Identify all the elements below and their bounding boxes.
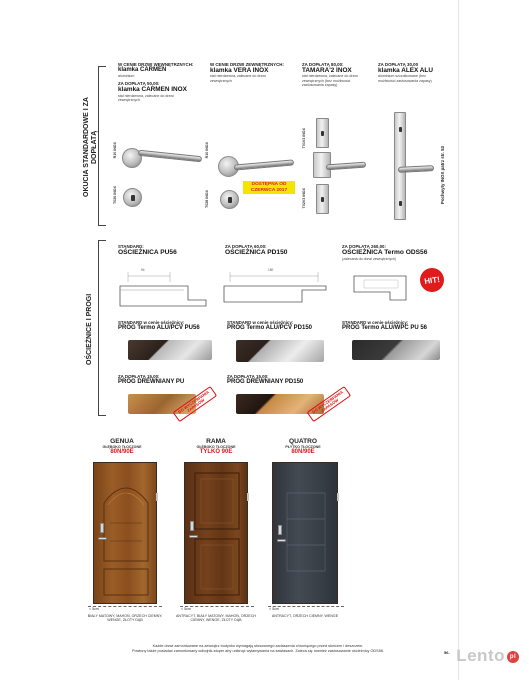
threshold-wood-pu-stamp: DO WYCZERPANIA ZAPASÓW [173,386,218,423]
door-genua-name: GENUA [110,438,134,445]
frames-section-label: OŚCIEŻNICE I PROGI [86,293,93,365]
door-rama-header [176,438,256,455]
door-genua-gap: < 5cm [89,607,99,611]
tamara-lever [326,162,366,171]
door-quatro-lock [278,525,282,535]
door-quatro-sub: PŁYTKO TŁOCZONE [285,445,321,449]
alex-price-line: ZA DOPŁATĄ 30,00 [378,62,419,67]
tamara-text [302,62,374,87]
carmen-text [118,62,204,102]
door-genua-gap-line [88,606,162,607]
vera-tag-t028: T028 INOX [205,190,209,208]
frame-pu56-dimension: 94 [141,268,145,272]
threshold-wood-pu-name: PRÓG DREWNIANY PU [118,379,185,386]
door-quatro-name: QUATRO [288,438,318,445]
tamara-name: TAMARA'2 INOX [302,67,352,75]
door-genua-header [82,438,162,455]
carmen-upgrade-note: stal nierdzewna, zalecane do drzwi zewnętrznych [118,93,174,102]
footer-line-1: Każde drzwi zamontowane na zewnątrz budynku wymagają stosownego zadaszenia chroniącego przed słońcem i deszczem. [152,644,364,648]
hit-badge: HIT! [418,266,445,293]
page-number: 56. [444,650,450,655]
alex-name: klamka ALEX ALU [378,67,433,75]
frame-pu56-profile-drawing [118,266,212,310]
carmen-price-line: W CENIE DRZWI WEWNĘTRZNYCH: [118,62,194,67]
threshold-wood-pu-text [118,374,218,386]
threshold-wood-pd150-text [227,374,337,386]
frame-pd150-name: OŚCIEŻNICA PD150 [225,249,288,257]
frame-pu56-price: STANDARD: [118,244,144,249]
threshold-wood-pd150-price: ZA DOPŁATĄ 15,00: [227,374,269,379]
door-quatro-hinge [337,493,339,501]
threshold-pu56-name: PRÓG Termo ALU/PCV PU56 [118,325,200,332]
door-rama-sub: GŁĘBOKO TŁOCZONE [196,445,236,449]
carmen-upgrade-price: ZA DOPŁATĄ 50,00: [118,81,160,87]
alex-side-note: Pochwyty INOX patrz str. 53 [440,146,445,205]
door-rama-panel-pattern [185,463,249,605]
vera-tag-r10: R10 INOX [205,142,209,159]
frame-ods56-profile-drawing [350,270,414,304]
tamara-price-line: ZA DOPŁATĄ 80,00: [302,62,344,67]
door-quatro-panel-pattern [273,463,339,605]
threshold-wood-pu-price: ZA DOPŁATĄ 15,00: [118,374,160,379]
door-quatro-price: 80N/90E [291,449,315,455]
door-rama-colors: ANTRACYT, BIAŁY MATOWY, MAHOŃ, ORZECH CIEMNY, WENGE, ZŁOTY DĄB [176,614,257,623]
door-genua-hinge [156,493,158,501]
door-genua-sub: GŁĘBOKO TŁOCZONE [102,445,142,449]
footer-note [68,644,448,654]
vera-lever [234,159,294,170]
frame-pd150-price: ZA DOPŁATĄ 60,00: [225,244,267,249]
carmen-tag-r10: R10 INOX [113,142,117,159]
door-rama-handle [189,535,198,538]
vera-note: stal nierdzewna, zalecane do drzwi zewnętrznych [210,74,266,83]
alex-note: aluminium szczotkowane (bez możliwości zastosowania zapasy) [378,74,432,83]
door-genua-panel-pattern [94,463,158,605]
watermark-country-icon: pl [507,651,519,663]
threshold-pu56-image [128,340,212,360]
carmen-tag-t026: T026 INOX [113,186,117,204]
watermark-brand: Lento [456,646,505,665]
door-rama-name: RAMA [206,438,226,445]
door-quatro-gap-line [268,606,344,607]
carmen-material: aluminium [118,73,135,78]
carmen-name: klamka CARMEN [118,67,167,74]
door-genua-colors: BIAŁY MATOWY, MAHOŃ, ORZECH CIEMNY, WENGE, ZŁOTY DĄB [87,614,163,623]
door-genua-lock [100,523,104,533]
vera-text [210,62,296,83]
tamara-plate-top [316,118,329,148]
door-rama-lock [190,521,194,531]
threshold-wood-pd150-stamp: DO WYCZERPANIA ZAPASÓW [307,386,352,423]
carmen-upgrade-name: klamka CARMEN INOX [118,86,187,94]
footer-line-2 [68,649,448,654]
carmen-rosette-bottom [123,188,142,207]
tamara-plate-bottom [316,184,329,214]
threshold-pu56-price: STANDARD w cenie ościeżnicy: [118,320,185,325]
alex-lever [398,165,434,173]
door-rama-gap: < 5cm [181,607,191,611]
door-genua-price: 80N/90E [110,449,134,455]
alex-text [378,62,452,83]
door-rama-price: TYLKO 90E [199,449,233,455]
frame-ods56-note: (zalecana do drzwi zewnętrznych) [342,256,397,261]
threshold-pu56-text [118,320,224,332]
threshold-pd150-text [227,320,337,332]
tamara-tag-2: T02V3 INOX [302,188,306,209]
carmen-lever [138,150,202,163]
frame-ods56-text [342,244,452,261]
door-quatro-gap: < 5cm [269,607,279,611]
threshold-wpc-name: PRÓG Termo ALU/WPC PU 56 [342,325,428,332]
vera-price-line: W CENIE DRZWI ZEWNĘTRZNYCH: [210,62,284,67]
threshold-wpc-text [342,320,456,332]
door-quatro-handle [277,539,286,542]
hardware-section-label: OKUCIA STANDARDOWE I ZA DOPŁATĄ [83,97,99,197]
frame-pd150-dimension: 150 [268,268,274,272]
frame-ods56-price: ZA DOPŁATĄ 260,00: [342,244,386,249]
door-quatro-header [263,438,343,455]
tamara-tag-1: T01V3 INOX [302,128,306,149]
door-genua-handle [98,537,107,540]
frame-pu56-name: OŚCIEŻNICA PU56 [118,249,177,257]
door-quatro-image [272,462,338,604]
tamara-note: stal nierdzewna, zalecane do drzwi zewnętrznych (bez możliwości zastosowania zapasy) [302,74,358,87]
threshold-pd150-image [236,340,324,362]
lento-watermark [456,646,519,666]
vera-name: klamka VERA INOX [210,67,269,75]
vera-availability-badge: DOSTĘPNA OD CZERWCA 2017 [243,181,295,194]
door-rama-image [184,462,248,604]
threshold-wood-pd150-name: PRÓG DREWNIANY PD150 [227,379,304,386]
threshold-pd150-price: STANDARD w cenie ościeżnicy: [227,320,294,325]
frame-ods56-name: OŚCIEŻNICA Termo ODS56 [342,249,428,257]
footer-line-2-text: Powinny także posiadać zamontowany odbojnik-stoper aby uniknąć wyłamywania na zawiasach. Zaleca się również zastosowanie ościeżnicy ODS56. [132,649,384,654]
threshold-wpc-price: STANDARD w cenie ościeżnicy: [342,320,409,325]
frame-pd150-text [225,244,325,257]
door-rama-hinge [247,493,249,501]
frame-pu56-text [118,244,214,257]
page-edge-line [458,0,459,680]
threshold-wpc-image [352,340,440,360]
threshold-pd150-name: PRÓG Termo ALU/PCV PD150 [227,325,313,332]
door-genua-image [93,462,157,604]
frame-pd150-profile-drawing [222,266,328,310]
vera-rosette-bottom [220,190,239,209]
door-rama-gap-line [180,606,254,607]
door-quatro-colors: ANTRACYT, ORZECH CIEMNY, WENGE [271,614,339,618]
